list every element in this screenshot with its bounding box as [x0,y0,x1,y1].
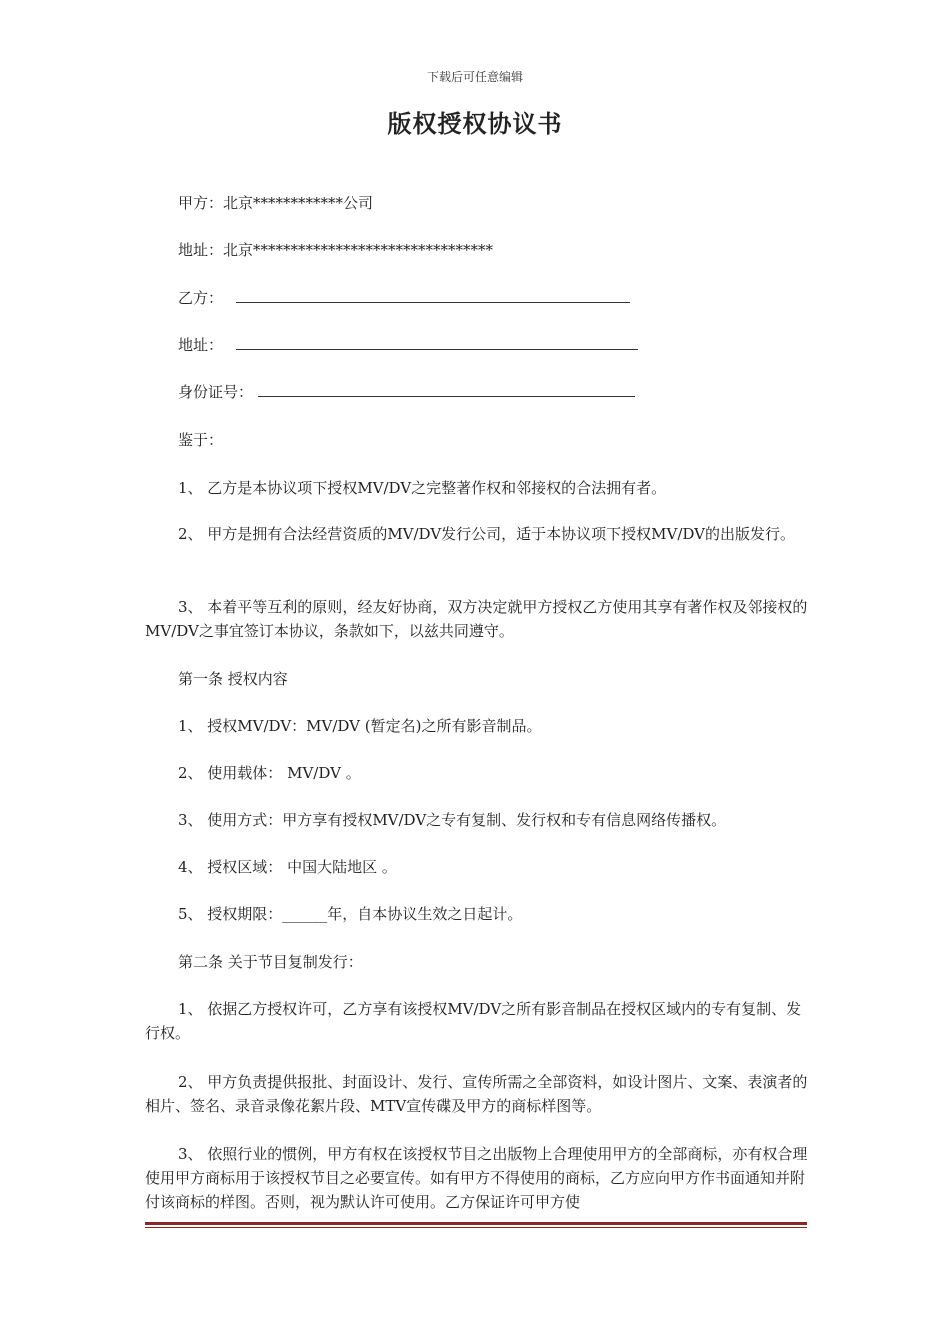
article1-item: 2、 使用载体： MV/DV 。 [178,764,361,782]
recital-item: 1、 乙方是本协议项下授权MV/DV之完整著作权和邻接权的合法拥有者。 [178,479,667,497]
address-b-label: 地址： [178,336,224,354]
address-a: 地址：北京******************************** [178,241,494,259]
article1-item: 4、 授权区域： 中国大陆地区 。 [178,858,397,876]
recital-item: 3、 本着平等互利的原则，经友好协商，双方决定就甲方授权乙方使用其享有著作权及邻接权的MV/DV之事宜签订本协议，条款如下，以兹共同遵守。 [145,598,808,640]
id-label: 身份证号： [178,383,254,401]
header-note: 下载后可任意编辑 [426,70,523,84]
article1-item: 5、 授权期限：______年，自本协议生效之日起计。 [178,905,523,923]
article2-item: 3、 依照行业的惯例，甲方有权在该授权节目之出版物上合理使用甲方的全部商标，亦有权合理使用甲方商标用于该授权节目之必要宣传。如有甲方不得使用的商标，乙方应向甲方作书面通知并附付该商标的样图。否则，视为默认许可使用。乙方保证许可甲方使 [145,1145,808,1211]
footer-rule-thin [145,1227,807,1228]
article2-item: 1、 依据乙方授权许可，乙方享有该授权MV/DV之所有影音制品在授权区域内的专有复制、发行权。 [145,1000,802,1042]
article1-item: 3、 使用方式：甲方享有授权MV/DV之专有复制、发行权和专有信息网络传播权。 [178,811,727,829]
footer-rule [145,1222,807,1225]
address-b-blank [236,335,638,350]
party-b-label: 乙方： [178,289,224,307]
party-a: 甲方：北京************公司 [178,194,374,212]
id-line [178,382,635,402]
id-blank [258,382,635,397]
article2-heading: 第二条 关于节目复制发行： [178,953,363,971]
party-b-blank [236,288,630,303]
article1-item: 1、 授权MV/DV：MV/DV (暂定名)之所有影音制品。 [178,717,542,735]
party-b-line [178,288,630,308]
recital-item: 2、 甲方是拥有合法经营资质的MV/DV发行公司，适于本协议项下授权MV/DV的出版发行。 [178,525,795,543]
article1-heading: 第一条 授权内容 [178,670,288,688]
address-b-line [178,335,638,355]
page-bottom-mask [0,1219,950,1344]
recitals-heading: 鉴于： [178,431,224,449]
document-title: 版权授权协议书 [387,109,563,138]
article2-item: 2、 甲方负责提供报批、封面设计、发行、宣传所需之全部资料，如设计图片、文案、表演者的相片、签名、录音录像花絮片段、MTV宣传碟及甲方的商标样图等。 [145,1073,808,1115]
